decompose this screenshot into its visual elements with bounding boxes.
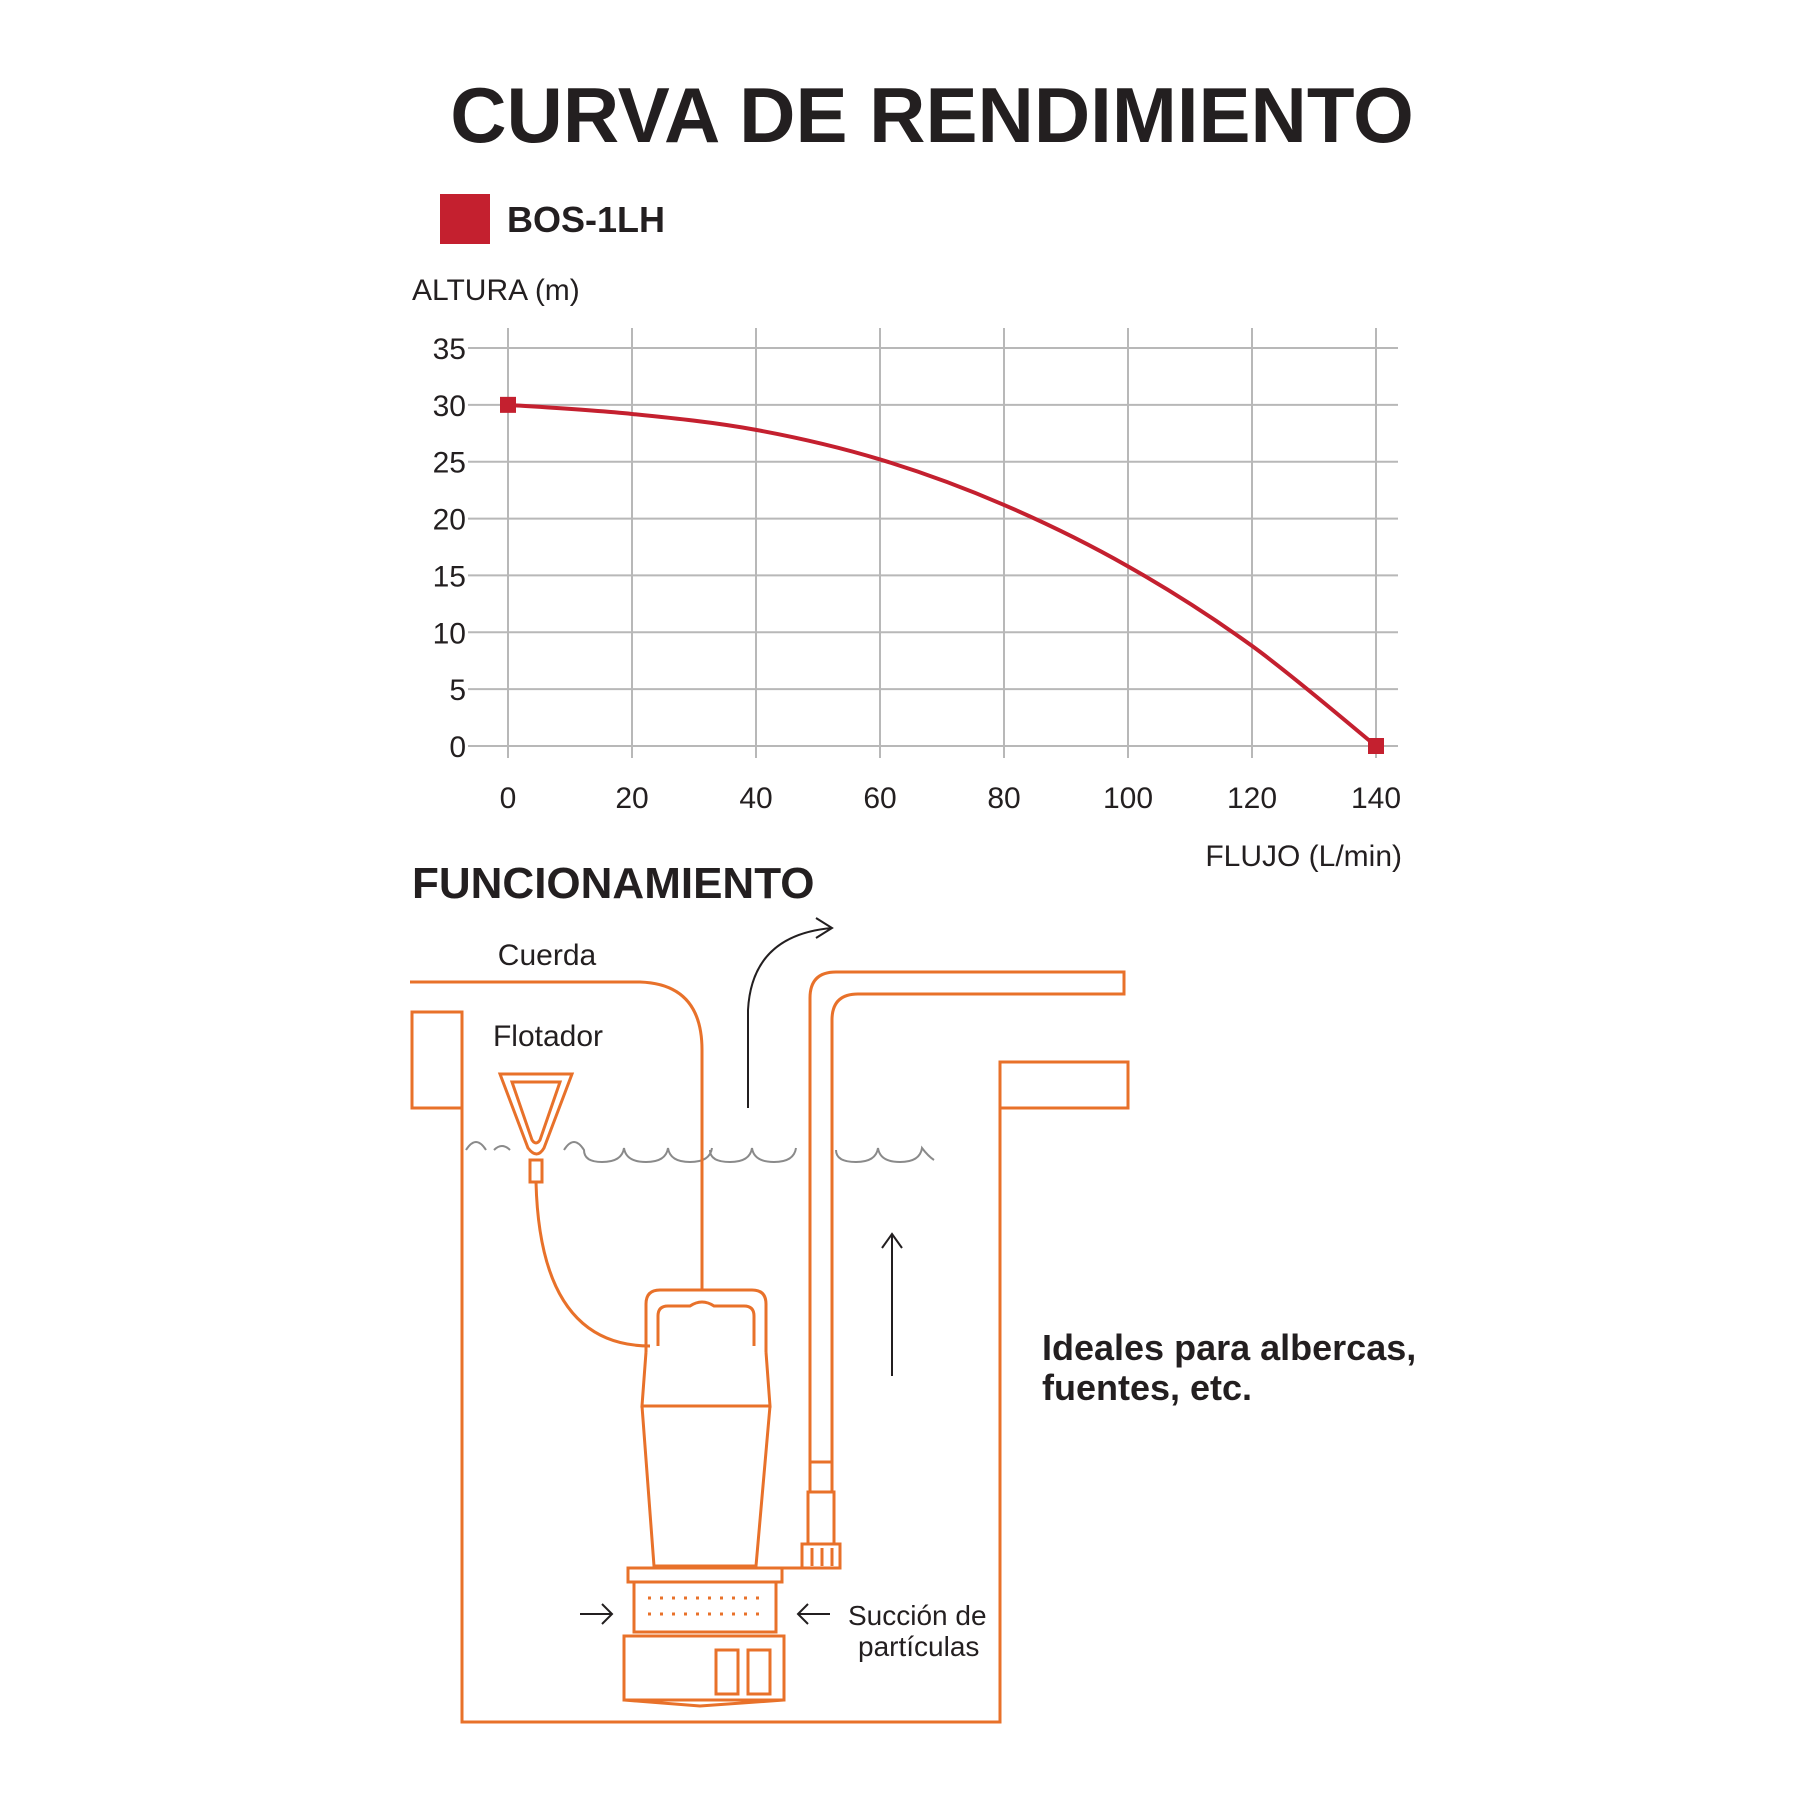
series-endpoint-marker	[1368, 738, 1384, 754]
y-tick-label: 15	[432, 560, 466, 594]
y-tick-label: 5	[449, 674, 466, 708]
legend-swatch	[440, 194, 490, 244]
y-tick-labels	[433, 333, 466, 764]
flow-out-arrow	[748, 918, 832, 1108]
main-title: CURVA DE RENDIMIENTO	[450, 71, 1414, 159]
pump-body	[624, 1290, 840, 1706]
float-label: Flotador	[492, 1020, 604, 1053]
suction-label-line2: partículas	[858, 1631, 980, 1662]
float-cable	[536, 1182, 650, 1346]
y-tick-label: 25	[432, 446, 466, 480]
x-tick-label: 100	[1102, 782, 1154, 815]
float-stem	[530, 1160, 542, 1182]
x-tick-label: 0	[499, 782, 517, 815]
rope-label: Cuerda	[497, 939, 597, 972]
usage-note-line2: fuentes, etc.	[1042, 1367, 1253, 1408]
x-axis-label: FLUJO (L/min)	[1205, 840, 1402, 873]
x-tick-label: 120	[1226, 782, 1278, 815]
suction-arrow-left	[580, 1604, 612, 1624]
pump-diagram	[410, 918, 1128, 1722]
tank-left-rim	[412, 1062, 462, 1108]
y-axis-label: ALTURA (m)	[412, 274, 580, 307]
diagram-heading: FUNCIONAMIENTO	[412, 859, 815, 908]
x-tick-label: 20	[615, 782, 649, 815]
y-tick-label: 20	[432, 503, 466, 537]
y-tick-label: 30	[432, 389, 466, 423]
x-tick-label: 80	[987, 782, 1021, 815]
x-tick-label: 40	[739, 782, 773, 815]
float-inner	[512, 1082, 560, 1143]
usage-note-line1: Ideales para albercas,	[1042, 1327, 1417, 1368]
water-rise-arrow	[882, 1234, 902, 1376]
x-tick-label: 140	[1350, 782, 1402, 815]
y-tick-label: 0	[449, 731, 466, 764]
y-tick-label: 10	[432, 617, 466, 651]
chart-grid	[468, 328, 1398, 758]
y-tick-label: 35	[432, 333, 466, 366]
x-tick-labels	[500, 782, 1401, 815]
series-endpoint-marker	[500, 397, 516, 413]
suction-arrow-right	[798, 1604, 830, 1624]
x-tick-label: 60	[863, 782, 897, 815]
legend-label: BOS-1LH	[507, 199, 666, 240]
suction-label-line1: Succión de	[848, 1600, 987, 1631]
tank-walls	[412, 1012, 1128, 1722]
